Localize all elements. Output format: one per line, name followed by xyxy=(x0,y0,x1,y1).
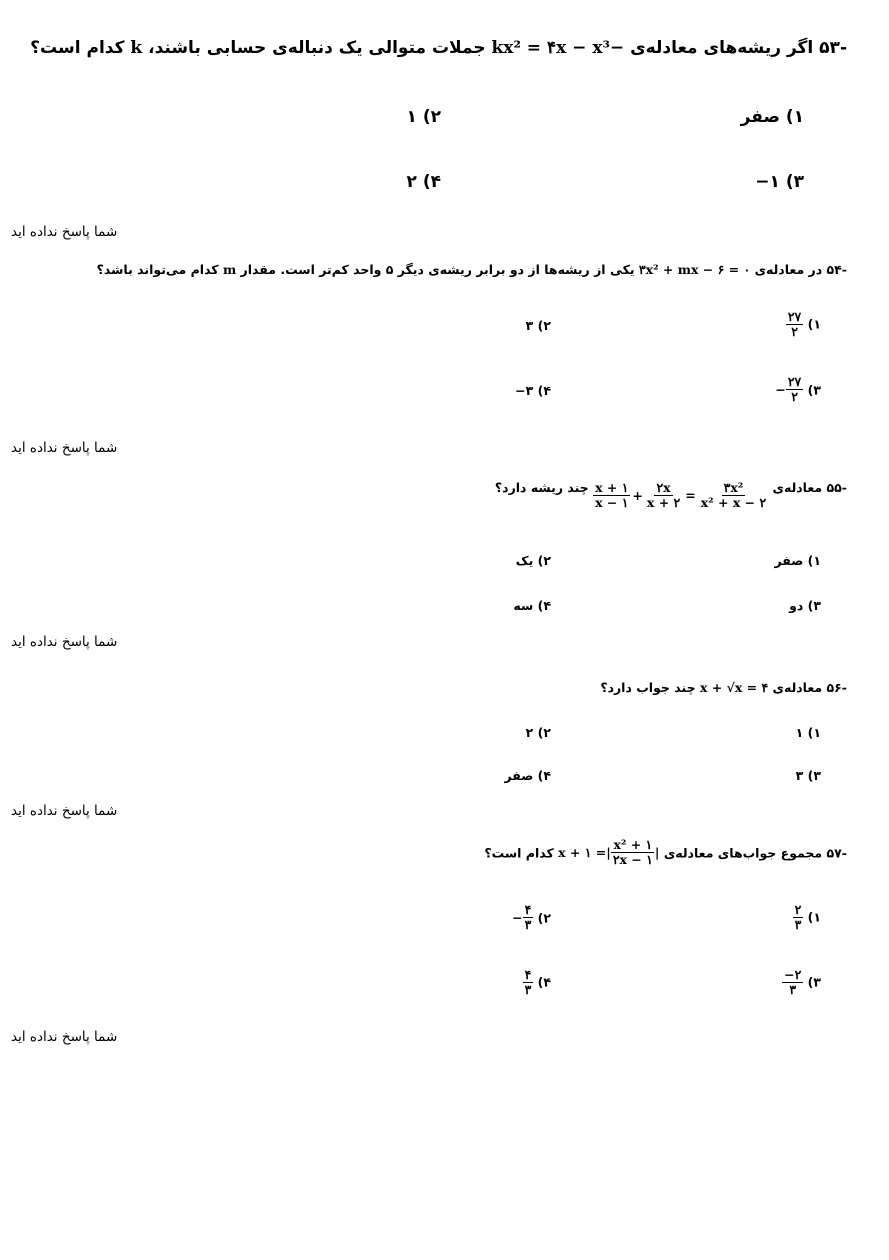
option-3[interactable]: ۳) ۱− xyxy=(755,172,804,192)
option-1[interactable]: ۱) صفر xyxy=(740,107,804,127)
numerator: ۴ xyxy=(524,967,532,982)
numerator: ۲x xyxy=(656,480,671,495)
no-answer-note: شما پاسخ نداده اید xyxy=(11,634,118,650)
minus-sign: − xyxy=(512,910,523,926)
question-text: کدام است؟ xyxy=(30,38,125,58)
question-55 xyxy=(495,480,847,511)
fraction xyxy=(645,481,682,511)
option-3[interactable] xyxy=(782,968,821,998)
denominator: x − ۱ xyxy=(595,495,629,511)
equation xyxy=(558,838,659,868)
denominator: ۲ xyxy=(791,389,798,405)
denominator: x + ۲ xyxy=(646,495,681,511)
option-4[interactable]: ۴) صفر xyxy=(504,768,551,783)
question-number: -۵۴ xyxy=(826,262,847,277)
variable: k xyxy=(130,38,143,58)
numerator: ۲ xyxy=(794,902,802,917)
fraction xyxy=(782,968,803,998)
denominator: ۲x − ۱ xyxy=(612,852,653,868)
option-1[interactable]: ۱) ۱ xyxy=(795,725,821,740)
question-text: معادله‌ی xyxy=(772,680,823,695)
option-2[interactable]: ۲) یک xyxy=(515,553,551,568)
plus-sign: + xyxy=(632,488,643,504)
question-56 xyxy=(600,680,847,695)
denominator: x² + x − ۲ xyxy=(700,495,767,511)
numerator: ۲۷ xyxy=(787,309,802,324)
option-4[interactable] xyxy=(523,968,551,998)
option-label: ۳) xyxy=(807,382,821,398)
option-2[interactable]: ۲) ۳ xyxy=(525,318,551,333)
signed-fraction xyxy=(512,903,533,933)
fraction xyxy=(699,481,768,511)
no-answer-note: شما پاسخ نداده اید xyxy=(11,803,118,819)
option-4[interactable]: ۴) ۳− xyxy=(515,383,551,398)
option-2[interactable]: ۲) ۱ xyxy=(406,107,441,127)
option-label: ۲) xyxy=(537,910,551,926)
option-label: ۱) xyxy=(807,316,821,332)
option-label: ۳) xyxy=(807,974,821,990)
fraction xyxy=(611,838,655,868)
question-text: کدام است؟ xyxy=(484,845,554,861)
numerator: ۴ xyxy=(524,902,532,917)
option-3[interactable]: ۳) دو xyxy=(789,598,821,613)
numerator: ۳x² xyxy=(723,480,744,495)
question-text: چند ریشه دارد؟ xyxy=(494,480,589,495)
question-text: چند جواب دارد؟ xyxy=(600,680,696,695)
numerator: x + ۱ xyxy=(595,480,629,495)
numerator: ۲۷ xyxy=(787,374,802,389)
denominator: ۳ xyxy=(524,917,532,933)
minus-sign: − xyxy=(775,382,786,398)
option-2[interactable] xyxy=(512,903,551,933)
numerator: x² + ۱ xyxy=(613,837,653,852)
option-1[interactable]: ۱) صفر xyxy=(774,553,821,568)
denominator: ۳ xyxy=(789,982,797,998)
fraction xyxy=(793,903,804,933)
question-text: معادله‌ی xyxy=(772,480,823,495)
denominator: ۳ xyxy=(524,982,532,998)
option-label: ۴) xyxy=(537,974,551,990)
fraction xyxy=(786,375,803,405)
numerator: ۲− xyxy=(784,967,802,982)
equation xyxy=(593,481,768,511)
signed-fraction xyxy=(775,375,803,405)
fraction xyxy=(523,968,534,998)
question-54 xyxy=(97,262,847,277)
question-number: -۵۳ xyxy=(819,38,847,58)
option-1[interactable] xyxy=(793,903,821,933)
question-number: -۵۶ xyxy=(826,680,847,695)
equals-sign: = xyxy=(685,488,696,504)
option-2[interactable]: ۲) ۲ xyxy=(525,725,551,740)
option-4[interactable]: ۴) ۲ xyxy=(406,172,441,192)
question-57 xyxy=(484,838,847,868)
option-1[interactable] xyxy=(786,310,821,340)
question-number: -۵۷ xyxy=(826,845,847,861)
equation-lhs: x + ۱ =| xyxy=(558,845,611,861)
question-text: مجموع جواب‌های معادله‌ی xyxy=(663,845,823,861)
option-4[interactable]: ۴) سه xyxy=(513,598,551,613)
denominator: ۳ xyxy=(794,917,802,933)
fraction xyxy=(593,481,630,511)
question-text: یکی از ریشه‌ها از دو برابر ریشه‌ی دیگر ۵ واحد کم‌تر است. مقدار xyxy=(240,262,635,277)
denominator: ۲ xyxy=(791,324,798,340)
no-answer-note: شما پاسخ نداده اید xyxy=(11,1029,118,1045)
question-text: در معادله‌ی xyxy=(754,262,823,277)
question-text: جملات متوالی یک دنباله‌ی حسابی باشند، xyxy=(148,38,486,58)
option-label: ۱) xyxy=(807,909,821,925)
absolute-bar: | xyxy=(654,845,660,861)
variable: m xyxy=(222,262,237,277)
fraction xyxy=(523,903,534,933)
question-53 xyxy=(30,38,847,58)
option-3[interactable] xyxy=(775,375,821,405)
fraction xyxy=(786,310,803,340)
equation: kx² = ۴x − x³− xyxy=(491,38,625,58)
no-answer-note: شما پاسخ نداده اید xyxy=(11,224,118,240)
question-text: اگر ریشه‌های معادله‌ی xyxy=(630,38,814,58)
question-text: کدام می‌تواند باشد؟ xyxy=(96,262,219,277)
no-answer-note: شما پاسخ نداده اید xyxy=(11,440,118,456)
equation: ۳x² + mx − ۶ = ۰ xyxy=(638,262,751,277)
option-3[interactable]: ۳) ۳ xyxy=(795,768,821,783)
question-number: -۵۵ xyxy=(826,480,847,495)
equation: x + √x = ۴ xyxy=(699,680,769,695)
